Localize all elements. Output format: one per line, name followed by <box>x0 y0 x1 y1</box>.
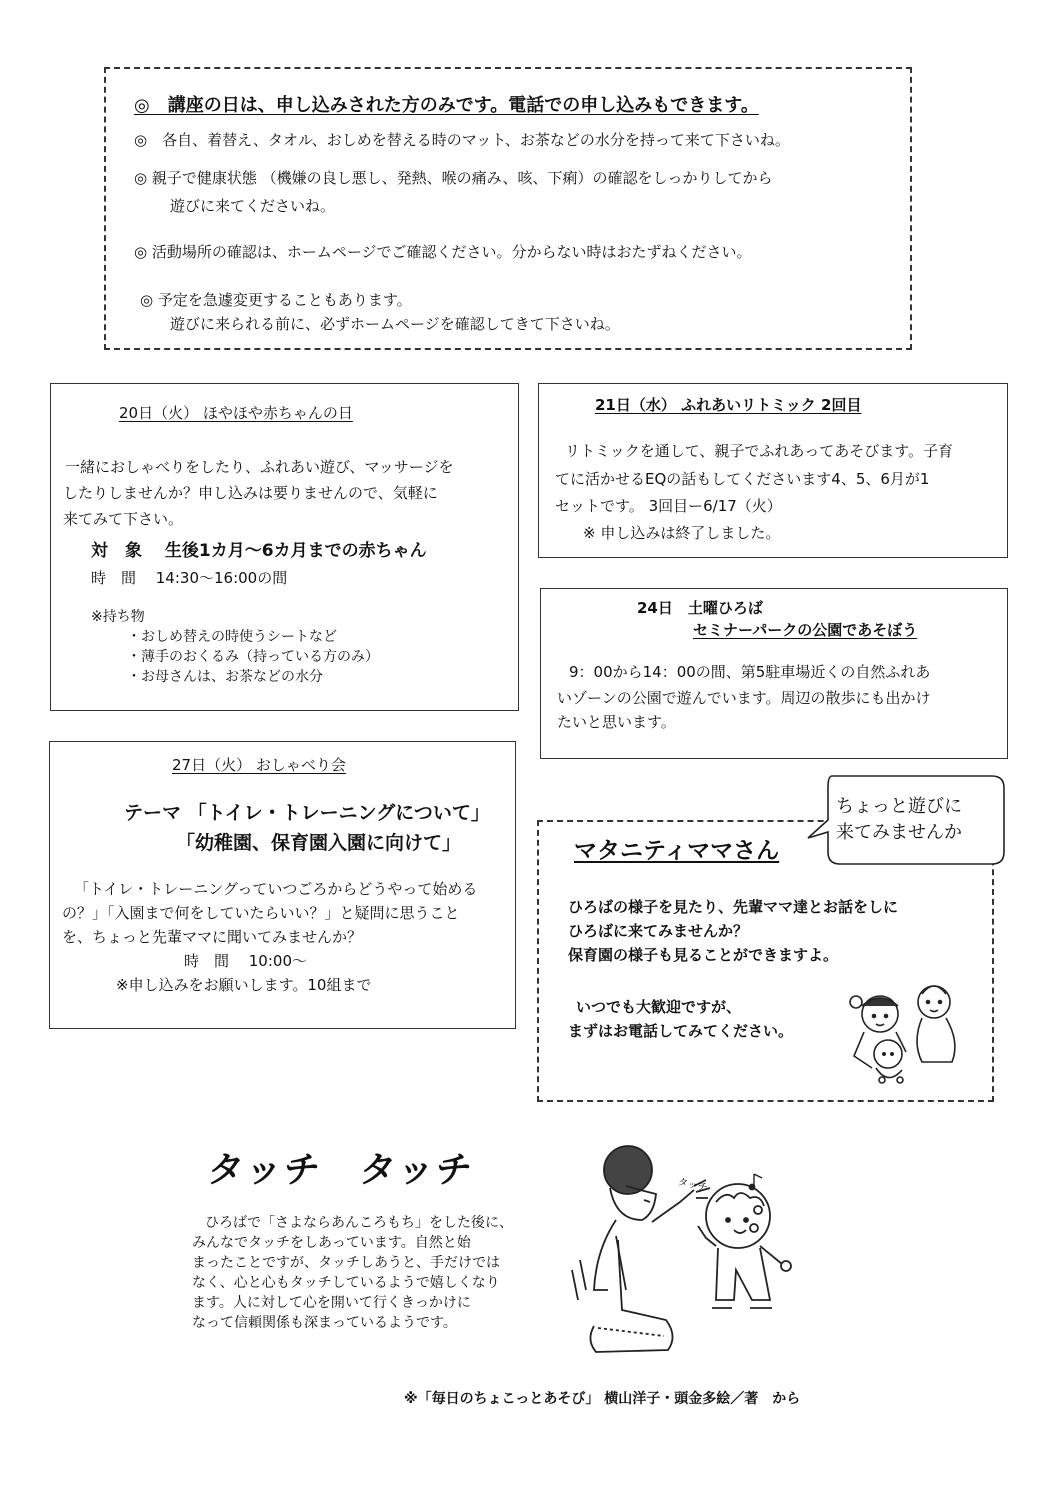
event-20-body: したりしませんか？申し込みは要りませんので、気軽に <box>63 484 438 502</box>
event-24-subtitle: セミナーパークの公園であそぼう <box>693 621 918 639</box>
event-27-note: ※申し込みをお願いします。10組まで <box>116 976 372 994</box>
notice-item: ◎ 親子で健康状態 （機嫌の良し悪し、発熱、喉の痛み、咳、下痢）の確認をしっかりしてから <box>134 169 773 187</box>
event-21-body: リトミックを通して、親子でふれあってあそびます。子育 <box>565 442 954 460</box>
maternity-body: ひろばに来てみませんか？ <box>568 922 749 940</box>
event-21-body: てに活かせるEQの話もしてくださいます4、5、6月が1 <box>555 470 930 488</box>
event-24-body: 9：00から14：00の間、第5駐車場近くの自然ふれあ <box>569 663 931 681</box>
touch-title: タッチ タッチ <box>205 1150 476 1191</box>
notice-item: ◎ 各自、着替え、タオル、おしめを替える時のマット、お茶などの水分を持って来て下さいね。 <box>134 131 790 149</box>
bubble-text: ちょっと遊びに <box>836 796 962 817</box>
maternity-body: ひろばの様子を見たり、先輩ママ達とお話をしに <box>568 898 899 916</box>
event-27-theme: テーマ 「トイレ・トレーニングについて」 <box>124 802 490 824</box>
touch-source: ※「毎日のちょこっとあそび」 横山洋子・頭金多絵／著 から <box>404 1391 801 1407</box>
event-27-title: 27日（火） おしゃべり会 <box>172 756 346 774</box>
event-20-title: 20日（火） ほやほや赤ちゃんの日 <box>119 404 353 422</box>
notice-box <box>104 67 912 350</box>
event-20-body: 来てみて下さい。 <box>63 510 184 528</box>
illustration-touch-label: タッチ <box>676 1176 709 1194</box>
event-27-body: の？」「入園まで何をしていたらいい？」と疑問に思うこと <box>62 904 460 922</box>
notice-item: ◎ 活動場所の確認は、ホームページでご確認ください。分からない時はおたずねください。 <box>134 243 752 261</box>
notice-item: ◎ 予定を急遽変更することもあります。 <box>140 291 412 309</box>
event-20-item: ・お母さんは、お茶などの水分 <box>127 669 323 685</box>
event-20-target: 対 象 生後1カ月～6カ月までの赤ちゃん <box>91 541 427 561</box>
maternity-body: まずはお電話してみてください。 <box>568 1022 794 1040</box>
children-illustration-icon <box>842 972 970 1092</box>
touch-body: なって信頼関係も深まっているようです。 <box>192 1315 457 1331</box>
mother-baby-touch-illustration-icon <box>556 1140 826 1365</box>
maternity-title: マタニティママさん <box>570 832 783 865</box>
notice-item: 遊びに来られる前に、必ずホームページを確認してきて下さいね。 <box>170 315 620 333</box>
bubble-text: 来てみませんか <box>836 822 962 843</box>
notice-item: 遊びに来てくださいね。 <box>170 197 336 215</box>
touch-body: みんなでタッチをしあっています。自然と始 <box>192 1235 471 1251</box>
maternity-body: いつでも大歓迎ですが、 <box>576 998 742 1016</box>
event-20-body: 一緒におしゃべりをしたり、ふれあい遊び、マッサージを <box>65 458 454 476</box>
event-20-box <box>50 383 519 711</box>
event-21-title: 21日（水） ふれあいリトミック 2回目 <box>595 396 862 414</box>
event-27-time: 時 間 10:00～ <box>184 952 307 970</box>
event-21-body: セットです。 3回目ー6/17（火） <box>555 497 782 515</box>
touch-body: なく、心と心もタッチしているようで嬉しくなり <box>192 1275 500 1291</box>
event-20-items-label: ※持ち物 <box>91 609 145 625</box>
event-20-time: 時 間 14:30～16:00の間 <box>91 569 288 587</box>
event-24-body: たいと思います。 <box>557 713 676 731</box>
event-27-box <box>49 741 516 1029</box>
event-27-body: を、ちょっと先輩ママに聞いてみませんか？ <box>62 928 363 946</box>
touch-body: まったことですが、タッチしあうと、手だけでは <box>192 1255 500 1271</box>
event-27-body: 「トイレ・トレーニングっていつごろからどうやって始める <box>74 880 478 898</box>
event-24-body: いゾーンの公園で遊んでいます。周辺の散歩にも出かけ <box>557 689 931 707</box>
touch-body: ひろばで「さよならあんころもち」をした後に、 <box>205 1215 513 1231</box>
event-24-title: 24日 土曜ひろば <box>637 599 763 617</box>
maternity-body: 保育園の様子も見ることができますよ。 <box>568 946 839 964</box>
touch-body: ます。人に対して心を開いて行くきっかけに <box>192 1295 471 1311</box>
event-21-box <box>538 383 1008 558</box>
event-27-theme: 「幼稚園、保育園入園に向けて」 <box>176 832 462 854</box>
event-21-note: ※ 申し込みは終了しました。 <box>583 524 781 542</box>
event-20-item: ・おしめ替えの時使うシートなど <box>127 629 337 645</box>
notice-title: ◎ 講座の日は、申し込みされた方のみです。電話での申し込みもできます。 <box>134 95 759 116</box>
event-20-item: ・薄手のおくるみ（持っている方のみ） <box>127 649 379 665</box>
event-24-box <box>540 588 1008 759</box>
